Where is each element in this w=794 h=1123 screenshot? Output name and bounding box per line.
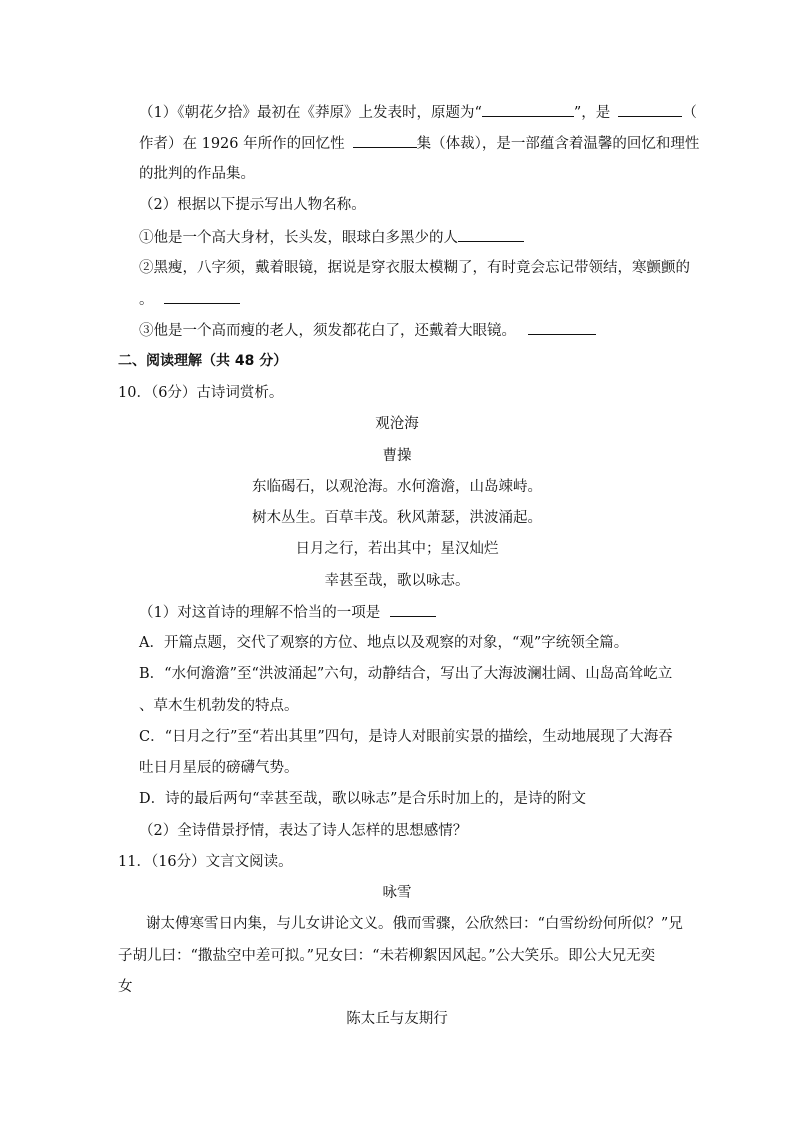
q10-sub1-text: （1）对这首诗的理解不恰当的一项是 <box>139 605 381 621</box>
q9-part2-intro: （2）根据以下提示写出人物名称。 <box>139 197 366 213</box>
q9-item2-line1: ②黑瘦，八字须，戴着眼镜，据说是穿衣服太模糊了，有时竟会忘记带领结，寒颤颤的 <box>139 260 690 276</box>
q9-item1-text: ①他是一个高大身材，长头发，眼球白多黑少的人 <box>139 230 458 246</box>
poem-line: 日月之行，若出其中；星汉灿烂 <box>295 541 499 557</box>
q9-item2-text: 。 <box>139 292 154 308</box>
option-a: A．开篇点题，交代了观察的方位、地点以及观察的对象，“观”字统领全篇。 <box>139 635 629 651</box>
option-b: B．“水何澹澹”至“洪波涌起”六句，动静结合，写出了大海波澜壮阔、山岛高耸屹立 <box>139 666 673 682</box>
q9-item3 <box>139 320 596 341</box>
q9-text: ”，是 <box>573 105 611 121</box>
option-b-continued: 、草木生机勃发的特点。 <box>139 698 299 714</box>
passage-line: 子胡儿曰：“撒盐空中差可拟。”兄女曰：“未若柳絮因风起。”公大笑乐。即公大兄无奕 <box>118 948 656 964</box>
q9-item1 <box>139 227 524 248</box>
answer-blank-genre[interactable] <box>353 133 417 148</box>
q9-text: （ <box>682 105 697 121</box>
answer-blank-item2[interactable] <box>164 289 240 304</box>
poem-line: 幸甚至哉，歌以咏志。 <box>324 573 470 589</box>
poem-line: 树木丛生。百草丰茂。秋风萧瑟，洪波涌起。 <box>252 510 542 526</box>
q10-sub2: （2）全诗借景抒情，表达了诗人怎样的思想感情？ <box>139 823 468 839</box>
passage-line: 女 <box>118 979 133 995</box>
answer-blank-choice[interactable] <box>390 602 436 617</box>
q10-sub1 <box>139 602 436 623</box>
option-d: D．诗的最后两句“幸甚至哉，歌以咏志”是合乐时加上的，是诗的附文 <box>139 791 586 807</box>
poem-author: 曹操 <box>382 448 412 464</box>
answer-blank-author[interactable] <box>618 102 682 117</box>
q9-part1-line2 <box>139 133 699 154</box>
passage-line: 谢太傅寒雪日内集，与儿女讲论文义。俄而雪骤，公欣然曰：“白雪纷纷何所似？”兄 <box>146 916 683 932</box>
answer-blank-original-title[interactable] <box>482 102 574 117</box>
q9-item2-line2 <box>139 289 240 310</box>
poem-title: 观沧海 <box>375 416 419 432</box>
option-c: C．“日月之行”至“若出其里”四句，是诗人对眼前实景的描绘，生动地展现了大海吞 <box>139 729 673 745</box>
poem-line: 东临碣石，以观沧海。水何澹澹，山岛竦峙。 <box>252 479 542 495</box>
q9-part1-line1 <box>139 102 697 123</box>
option-c-continued: 吐日月星辰的磅礴气势。 <box>139 760 299 776</box>
section-heading: 二、阅读理解（共 48 分） <box>118 353 288 369</box>
q9-text: 集（体裁），是一部蕴含着温馨的回忆和理性 <box>416 136 700 152</box>
q9-text: （1）《朝花夕拾》最初在《莽原》上发表时，原题为“ <box>139 105 482 121</box>
passage-title: 咏雪 <box>382 885 412 901</box>
q9-item3-text: ③他是一个高而瘦的老人，须发都花白了，还戴着大眼镜。 <box>139 323 516 339</box>
q11-header: 11．（16分）文言文阅读。 <box>118 854 293 870</box>
answer-blank-item1[interactable] <box>458 227 524 242</box>
passage-title: 陈太丘与友期行 <box>346 1011 448 1027</box>
q9-part1-line3: 的批判的作品集。 <box>139 166 255 182</box>
q10-header: 10．（6分）古诗词赏析。 <box>118 385 284 401</box>
answer-blank-item3[interactable] <box>528 320 596 335</box>
q9-text: 作者）在 1926 年所作的回忆性 <box>139 136 345 152</box>
